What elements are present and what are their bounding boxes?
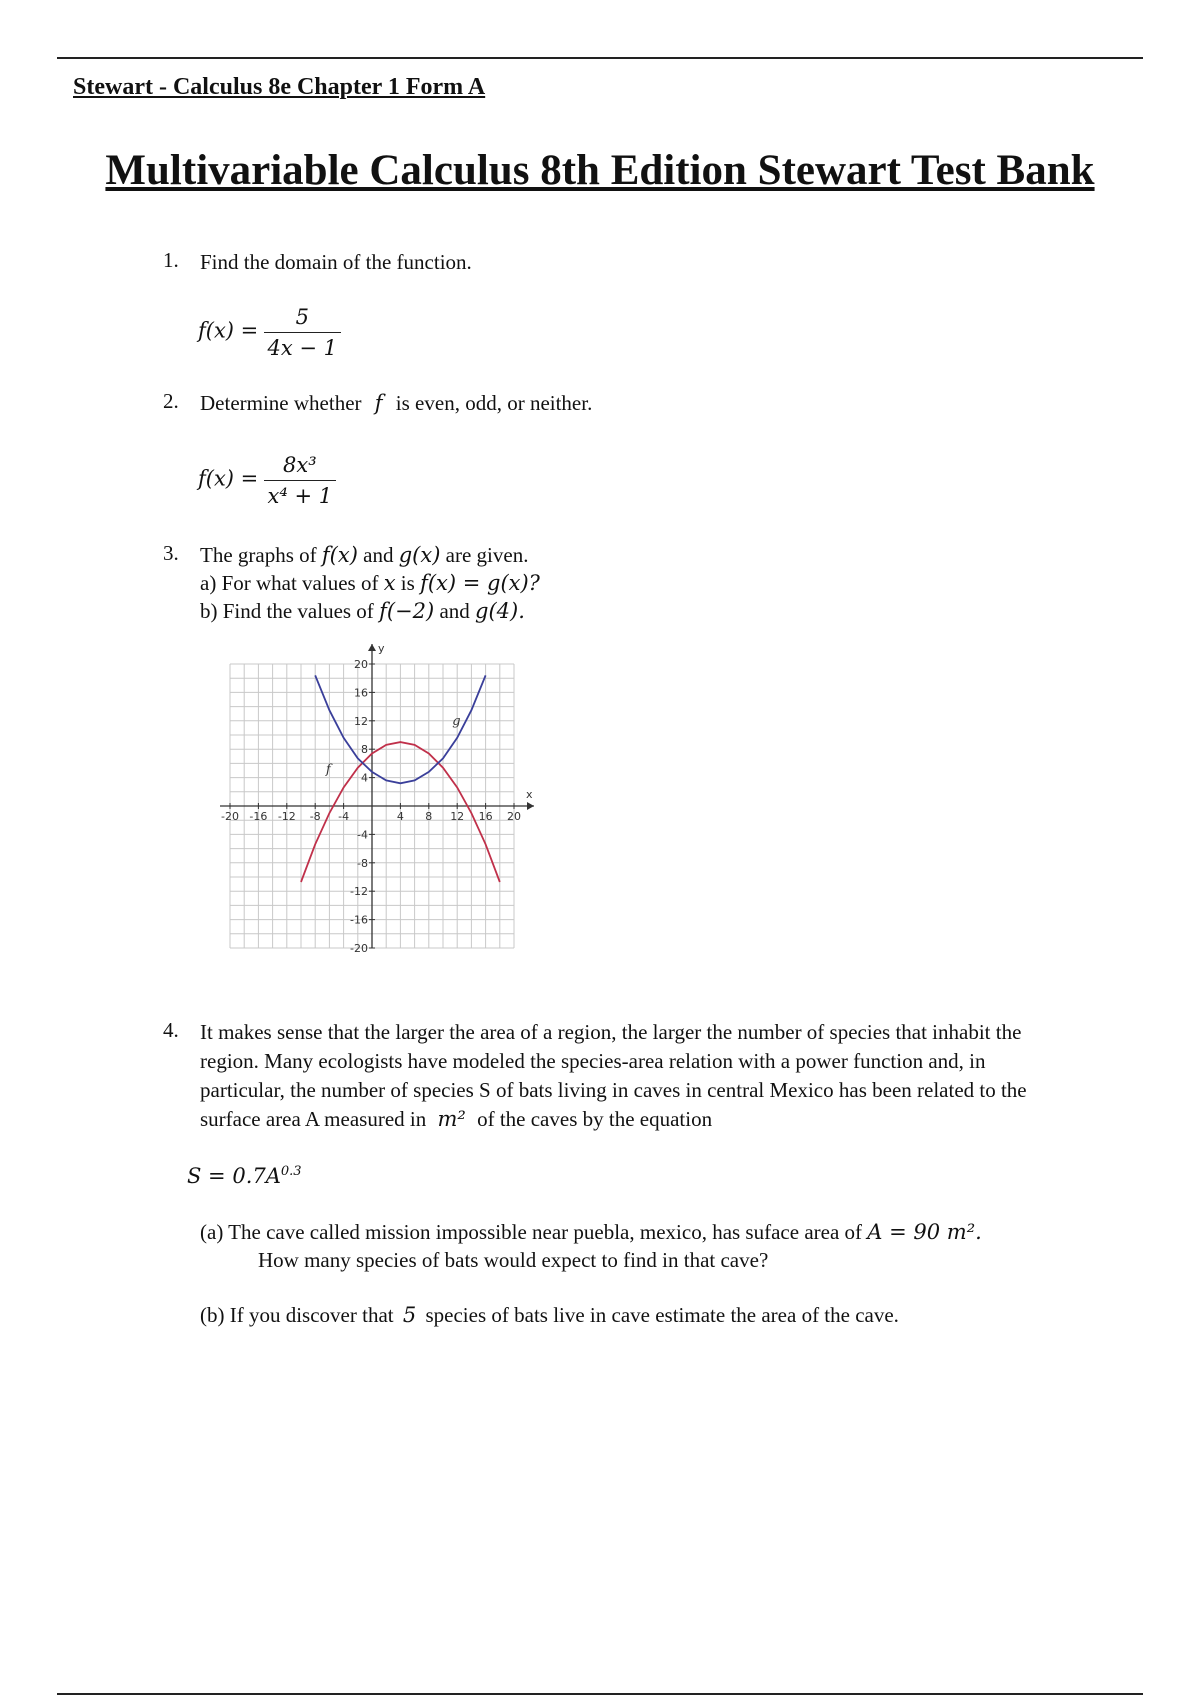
q3-line3-a: b) Find the values of: [200, 599, 374, 623]
q1-equation: [198, 302, 341, 363]
q3-line1-c: are given.: [445, 543, 529, 567]
q3-number: 3.: [163, 541, 179, 565]
q4-unit: m²: [437, 1107, 466, 1131]
y-tick-label: -8: [357, 856, 368, 870]
q2-lhs: f(x) =: [198, 466, 259, 491]
q3-g4: g(4).: [475, 599, 525, 623]
q2-f-var: f: [374, 391, 383, 415]
page-title: Multivariable Calculus 8th Edition Stewart Test Bank: [105, 147, 1095, 194]
q3-gx: g(x): [398, 543, 441, 567]
q3-x-var: x: [383, 571, 396, 595]
y-tick-label: -12: [350, 885, 368, 899]
y-tick-label: 8: [361, 743, 368, 757]
q4-line4: [200, 1105, 1160, 1134]
q1-text: Find the domain of the function.: [200, 250, 472, 274]
q3-line1: [200, 541, 528, 569]
q2-equation: [198, 450, 336, 511]
function-graph: [218, 636, 538, 956]
q4-number: 4.: [163, 1018, 179, 1042]
graph-axes: [220, 642, 534, 948]
q2-text: [200, 389, 592, 417]
q3-f-minus2: f(−2): [379, 599, 435, 623]
x-tick-label: 16: [478, 810, 493, 823]
y-tick-label: -16: [350, 913, 368, 927]
x-tick-label: 8: [425, 810, 433, 823]
q4-line3: particular, the number of species S of bats living in caves in central Mexico has been related to the: [200, 1078, 1027, 1102]
x-tick-label: -4: [338, 810, 350, 823]
x-axis-label: x: [526, 788, 533, 801]
q4-part-b-five: 5: [402, 1303, 417, 1327]
bottom-rule: [57, 1693, 1143, 1695]
q4-part-b-b: species of bats live in cave estimate the area of the cave.: [425, 1303, 899, 1327]
q1-fraction: [264, 302, 342, 363]
x-tick-label: -16: [249, 810, 268, 823]
q4-part-a-line1: [200, 1218, 982, 1246]
q4-formula-base: S = 0.7A: [187, 1164, 281, 1188]
top-rule: [57, 57, 1143, 59]
y-tick-label: -20: [350, 942, 368, 955]
q3-line2: [200, 569, 540, 597]
q4-part-b: [200, 1301, 899, 1329]
x-tick-label: -8: [309, 810, 321, 823]
q2-fraction: [264, 450, 337, 511]
x-tick-label: -20: [221, 810, 239, 823]
q4-part-a-line2: How many species of bats would expect to find in that cave?: [258, 1248, 769, 1272]
q4-part-b-a: (b) If you discover that: [200, 1303, 394, 1327]
y-axis-arrow: [368, 644, 376, 651]
q3-line1-b: and: [363, 543, 394, 567]
q3-line2-a: a) For what values of: [200, 571, 379, 595]
y-axis-label: y: [378, 642, 385, 655]
q3-line1-a: The graphs of: [200, 543, 317, 567]
q3-line2-b: is: [400, 571, 415, 595]
q2-number: 2.: [163, 389, 179, 413]
q3-line3: [200, 597, 525, 625]
q3-fx: f(x): [321, 543, 358, 567]
series-g-label: g: [452, 714, 461, 730]
x-tick-label: 12: [450, 810, 465, 823]
q4-line4-b: of the caves by the equation: [477, 1107, 713, 1131]
q4-formula-exponent: 0.3: [280, 1164, 302, 1179]
q1-denominator: 4x − 1: [267, 336, 338, 360]
y-tick-label: 20: [354, 658, 368, 671]
document-header: Stewart - Calculus 8e Chapter 1 Form A: [73, 74, 486, 100]
q2-denominator: x⁴ + 1: [267, 484, 333, 508]
q4-line1: It makes sense that the larger the area of a region, the larger the number of species that inhabit the: [200, 1020, 1022, 1044]
q1-number: 1.: [163, 248, 179, 272]
q2-numerator: 8x³: [264, 450, 337, 481]
y-tick-label: -4: [357, 828, 368, 842]
q2-text-a: Determine whether: [200, 391, 362, 415]
y-tick-label: 4: [361, 771, 368, 785]
q4-formula: [187, 1158, 302, 1190]
q4-paragraph: [200, 1018, 1160, 1134]
q4-line2: region. Many ecologists have modeled the species-area relation with a power function and, in: [200, 1049, 986, 1073]
q4-part-a-eq: A = 90 m².: [867, 1220, 982, 1244]
q1-numerator: 5: [264, 302, 342, 333]
x-tick-label: 20: [507, 810, 521, 823]
x-axis-arrow: [527, 802, 534, 810]
y-tick-label: 12: [354, 714, 368, 728]
x-tick-label: 4: [396, 810, 404, 823]
q2-text-b: is even, odd, or neither.: [395, 391, 593, 415]
y-tick-label: 16: [354, 686, 368, 700]
q1-lhs: f(x) =: [198, 318, 259, 343]
q4-part-a-text: (a) The cave called mission impossible near puebla, mexico, has suface area of: [200, 1220, 863, 1244]
series-f-label: f: [325, 762, 331, 778]
q4-line4-a: surface area A measured in: [200, 1107, 427, 1131]
q3-line3-b: and: [439, 599, 470, 623]
x-tick-label: -12: [277, 810, 296, 823]
q3-equality: f(x) = g(x)?: [420, 571, 540, 595]
